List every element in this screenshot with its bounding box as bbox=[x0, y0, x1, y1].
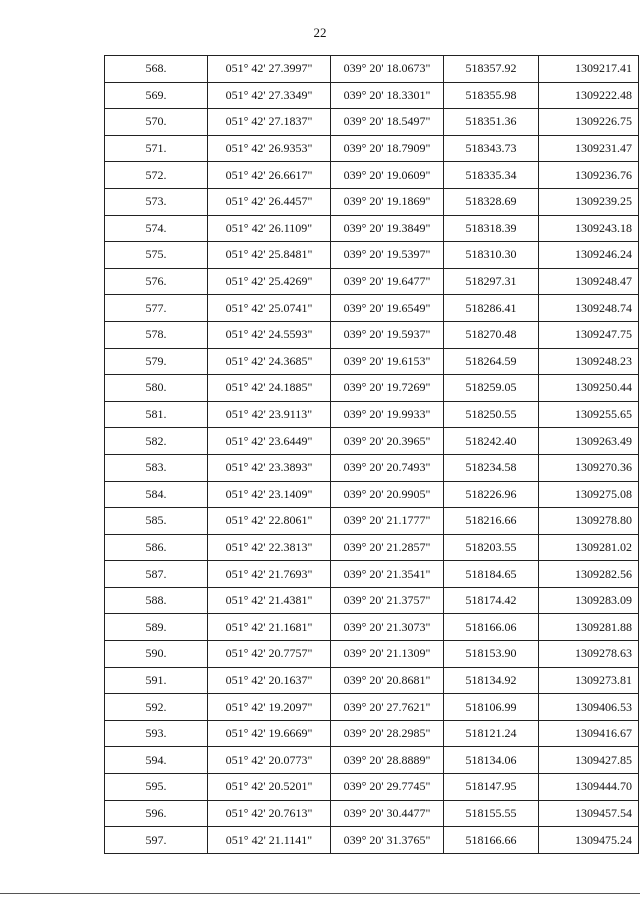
point-number-cell: 584. bbox=[105, 481, 208, 508]
x-coordinate-cell: 518234.58 bbox=[444, 454, 539, 481]
x-coordinate-cell: 518134.06 bbox=[444, 747, 539, 774]
y-coordinate-cell: 1309278.63 bbox=[539, 641, 639, 668]
latitude-cell: 051° 42' 24.5593" bbox=[208, 321, 331, 348]
table-row bbox=[105, 375, 639, 402]
table-row bbox=[105, 109, 639, 136]
y-coordinate-cell: 1309427.85 bbox=[539, 747, 639, 774]
table-row bbox=[105, 401, 639, 428]
table-row bbox=[105, 481, 639, 508]
latitude-cell: 051° 42' 27.3997" bbox=[208, 56, 331, 83]
longitude-cell: 039° 20' 19.0609" bbox=[331, 162, 444, 189]
table-row bbox=[105, 614, 639, 641]
longitude-cell: 039° 20' 18.7909" bbox=[331, 135, 444, 162]
y-coordinate-cell: 1309222.48 bbox=[539, 82, 639, 109]
latitude-cell: 051° 42' 21.4381" bbox=[208, 587, 331, 614]
x-coordinate-cell: 518166.06 bbox=[444, 614, 539, 641]
x-coordinate-cell: 518203.55 bbox=[444, 534, 539, 561]
point-number-cell: 589. bbox=[105, 614, 208, 641]
point-number-cell: 590. bbox=[105, 641, 208, 668]
longitude-cell: 039° 20' 18.0673" bbox=[331, 56, 444, 83]
y-coordinate-cell: 1309239.25 bbox=[539, 188, 639, 215]
latitude-cell: 051° 42' 24.3685" bbox=[208, 348, 331, 375]
latitude-cell: 051° 42' 25.0741" bbox=[208, 295, 331, 322]
longitude-cell: 039° 20' 19.6477" bbox=[331, 268, 444, 295]
table-row bbox=[105, 215, 639, 242]
longitude-cell: 039° 20' 28.8889" bbox=[331, 747, 444, 774]
latitude-cell: 051° 42' 25.8481" bbox=[208, 242, 331, 269]
x-coordinate-cell: 518134.92 bbox=[444, 667, 539, 694]
y-coordinate-cell: 1309243.18 bbox=[539, 215, 639, 242]
table-row bbox=[105, 641, 639, 668]
point-number-cell: 575. bbox=[105, 242, 208, 269]
longitude-cell: 039° 20' 20.9905" bbox=[331, 481, 444, 508]
x-coordinate-cell: 518351.36 bbox=[444, 109, 539, 136]
y-coordinate-cell: 1309281.88 bbox=[539, 614, 639, 641]
table-row bbox=[105, 508, 639, 535]
x-coordinate-cell: 518310.30 bbox=[444, 242, 539, 269]
x-coordinate-cell: 518270.48 bbox=[444, 321, 539, 348]
latitude-cell: 051° 42' 27.3349" bbox=[208, 82, 331, 109]
y-coordinate-cell: 1309406.53 bbox=[539, 694, 639, 721]
table-row bbox=[105, 454, 639, 481]
table-row bbox=[105, 56, 639, 83]
y-coordinate-cell: 1309283.09 bbox=[539, 587, 639, 614]
x-coordinate-cell: 518259.05 bbox=[444, 375, 539, 402]
longitude-cell: 039° 20' 19.9933" bbox=[331, 401, 444, 428]
longitude-cell: 039° 20' 19.6153" bbox=[331, 348, 444, 375]
point-number-cell: 594. bbox=[105, 747, 208, 774]
table-row bbox=[105, 747, 639, 774]
latitude-cell: 051° 42' 23.9113" bbox=[208, 401, 331, 428]
longitude-cell: 039° 20' 19.6549" bbox=[331, 295, 444, 322]
point-number-cell: 574. bbox=[105, 215, 208, 242]
y-coordinate-cell: 1309416.67 bbox=[539, 720, 639, 747]
point-number-cell: 580. bbox=[105, 375, 208, 402]
latitude-cell: 051° 42' 26.4457" bbox=[208, 188, 331, 215]
table-row bbox=[105, 827, 639, 854]
x-coordinate-cell: 518147.95 bbox=[444, 774, 539, 801]
point-number-cell: 588. bbox=[105, 587, 208, 614]
point-number-cell: 582. bbox=[105, 428, 208, 455]
point-number-cell: 568. bbox=[105, 56, 208, 83]
y-coordinate-cell: 1309278.80 bbox=[539, 508, 639, 535]
y-coordinate-cell: 1309226.75 bbox=[539, 109, 639, 136]
page-number: 22 bbox=[313, 25, 327, 40]
latitude-cell: 051° 42' 21.7693" bbox=[208, 561, 331, 588]
longitude-cell: 039° 20' 29.7745" bbox=[331, 774, 444, 801]
coordinates-table-body bbox=[105, 56, 639, 854]
latitude-cell: 051° 42' 20.0773" bbox=[208, 747, 331, 774]
x-coordinate-cell: 518121.24 bbox=[444, 720, 539, 747]
latitude-cell: 051° 42' 21.1681" bbox=[208, 614, 331, 641]
table-row bbox=[105, 242, 639, 269]
y-coordinate-cell: 1309263.49 bbox=[539, 428, 639, 455]
table-row bbox=[105, 348, 639, 375]
latitude-cell: 051° 42' 20.7757" bbox=[208, 641, 331, 668]
y-coordinate-cell: 1309217.41 bbox=[539, 56, 639, 83]
x-coordinate-cell: 518174.42 bbox=[444, 587, 539, 614]
point-number-cell: 578. bbox=[105, 321, 208, 348]
point-number-cell: 576. bbox=[105, 268, 208, 295]
latitude-cell: 051° 42' 22.3813" bbox=[208, 534, 331, 561]
longitude-cell: 039° 20' 18.3301" bbox=[331, 82, 444, 109]
table-row bbox=[105, 667, 639, 694]
latitude-cell: 051° 42' 20.5201" bbox=[208, 774, 331, 801]
x-coordinate-cell: 518297.31 bbox=[444, 268, 539, 295]
x-coordinate-cell: 518357.92 bbox=[444, 56, 539, 83]
point-number-cell: 592. bbox=[105, 694, 208, 721]
longitude-cell: 039° 20' 21.1309" bbox=[331, 641, 444, 668]
point-number-cell: 569. bbox=[105, 82, 208, 109]
latitude-cell: 051° 42' 23.1409" bbox=[208, 481, 331, 508]
x-coordinate-cell: 518153.90 bbox=[444, 641, 539, 668]
y-coordinate-cell: 1309457.54 bbox=[539, 800, 639, 827]
longitude-cell: 039° 20' 19.7269" bbox=[331, 375, 444, 402]
point-number-cell: 597. bbox=[105, 827, 208, 854]
y-coordinate-cell: 1309231.47 bbox=[539, 135, 639, 162]
table-row bbox=[105, 800, 639, 827]
y-coordinate-cell: 1309270.36 bbox=[539, 454, 639, 481]
latitude-cell: 051° 42' 19.2097" bbox=[208, 694, 331, 721]
latitude-cell: 051° 42' 23.6449" bbox=[208, 428, 331, 455]
table-row bbox=[105, 720, 639, 747]
latitude-cell: 051° 42' 26.1109" bbox=[208, 215, 331, 242]
y-coordinate-cell: 1309275.08 bbox=[539, 481, 639, 508]
longitude-cell: 039° 20' 27.7621" bbox=[331, 694, 444, 721]
longitude-cell: 039° 20' 28.2985" bbox=[331, 720, 444, 747]
y-coordinate-cell: 1309236.76 bbox=[539, 162, 639, 189]
latitude-cell: 051° 42' 26.6617" bbox=[208, 162, 331, 189]
y-coordinate-cell: 1309246.24 bbox=[539, 242, 639, 269]
y-coordinate-cell: 1309273.81 bbox=[539, 667, 639, 694]
point-number-cell: 596. bbox=[105, 800, 208, 827]
x-coordinate-cell: 518184.65 bbox=[444, 561, 539, 588]
y-coordinate-cell: 1309248.23 bbox=[539, 348, 639, 375]
y-coordinate-cell: 1309444.70 bbox=[539, 774, 639, 801]
x-coordinate-cell: 518264.59 bbox=[444, 348, 539, 375]
point-number-cell: 577. bbox=[105, 295, 208, 322]
latitude-cell: 051° 42' 20.1637" bbox=[208, 667, 331, 694]
table-row bbox=[105, 587, 639, 614]
table-row bbox=[105, 135, 639, 162]
latitude-cell: 051° 42' 24.1885" bbox=[208, 375, 331, 402]
point-number-cell: 585. bbox=[105, 508, 208, 535]
table-row bbox=[105, 428, 639, 455]
point-number-cell: 570. bbox=[105, 109, 208, 136]
y-coordinate-cell: 1309247.75 bbox=[539, 321, 639, 348]
table-row bbox=[105, 561, 639, 588]
y-coordinate-cell: 1309248.74 bbox=[539, 295, 639, 322]
x-coordinate-cell: 518155.55 bbox=[444, 800, 539, 827]
longitude-cell: 039° 20' 21.3757" bbox=[331, 587, 444, 614]
point-number-cell: 595. bbox=[105, 774, 208, 801]
x-coordinate-cell: 518106.99 bbox=[444, 694, 539, 721]
longitude-cell: 039° 20' 19.1869" bbox=[331, 188, 444, 215]
table-row bbox=[105, 268, 639, 295]
table-row bbox=[105, 321, 639, 348]
x-coordinate-cell: 518242.40 bbox=[444, 428, 539, 455]
longitude-cell: 039° 20' 20.7493" bbox=[331, 454, 444, 481]
longitude-cell: 039° 20' 19.5397" bbox=[331, 242, 444, 269]
table-row bbox=[105, 82, 639, 109]
x-coordinate-cell: 518250.55 bbox=[444, 401, 539, 428]
y-coordinate-cell: 1309255.65 bbox=[539, 401, 639, 428]
table-row bbox=[105, 774, 639, 801]
latitude-cell: 051° 42' 25.4269" bbox=[208, 268, 331, 295]
point-number-cell: 593. bbox=[105, 720, 208, 747]
latitude-cell: 051° 42' 23.3893" bbox=[208, 454, 331, 481]
point-number-cell: 572. bbox=[105, 162, 208, 189]
x-coordinate-cell: 518216.66 bbox=[444, 508, 539, 535]
longitude-cell: 039° 20' 31.3765" bbox=[331, 827, 444, 854]
x-coordinate-cell: 518335.34 bbox=[444, 162, 539, 189]
y-coordinate-cell: 1309475.24 bbox=[539, 827, 639, 854]
latitude-cell: 051° 42' 27.1837" bbox=[208, 109, 331, 136]
y-coordinate-cell: 1309282.56 bbox=[539, 561, 639, 588]
point-number-cell: 579. bbox=[105, 348, 208, 375]
longitude-cell: 039° 20' 20.3965" bbox=[331, 428, 444, 455]
point-number-cell: 586. bbox=[105, 534, 208, 561]
x-coordinate-cell: 518226.96 bbox=[444, 481, 539, 508]
y-coordinate-cell: 1309248.47 bbox=[539, 268, 639, 295]
x-coordinate-cell: 518328.69 bbox=[444, 188, 539, 215]
longitude-cell: 039° 20' 19.5937" bbox=[331, 321, 444, 348]
longitude-cell: 039° 20' 19.3849" bbox=[331, 215, 444, 242]
x-coordinate-cell: 518286.41 bbox=[444, 295, 539, 322]
table-row bbox=[105, 188, 639, 215]
y-coordinate-cell: 1309281.02 bbox=[539, 534, 639, 561]
longitude-cell: 039° 20' 21.1777" bbox=[331, 508, 444, 535]
point-number-cell: 587. bbox=[105, 561, 208, 588]
longitude-cell: 039° 20' 21.3541" bbox=[331, 561, 444, 588]
point-number-cell: 581. bbox=[105, 401, 208, 428]
latitude-cell: 051° 42' 26.9353" bbox=[208, 135, 331, 162]
table-row bbox=[105, 694, 639, 721]
longitude-cell: 039° 20' 21.3073" bbox=[331, 614, 444, 641]
coordinates-table bbox=[104, 55, 639, 854]
page-bottom-rule bbox=[0, 893, 640, 894]
x-coordinate-cell: 518318.39 bbox=[444, 215, 539, 242]
x-coordinate-cell: 518166.66 bbox=[444, 827, 539, 854]
table-row bbox=[105, 534, 639, 561]
longitude-cell: 039° 20' 30.4477" bbox=[331, 800, 444, 827]
x-coordinate-cell: 518355.98 bbox=[444, 82, 539, 109]
longitude-cell: 039° 20' 21.2857" bbox=[331, 534, 444, 561]
x-coordinate-cell: 518343.73 bbox=[444, 135, 539, 162]
latitude-cell: 051° 42' 22.8061" bbox=[208, 508, 331, 535]
latitude-cell: 051° 42' 20.7613" bbox=[208, 800, 331, 827]
table-row bbox=[105, 295, 639, 322]
latitude-cell: 051° 42' 21.1141" bbox=[208, 827, 331, 854]
table-row bbox=[105, 162, 639, 189]
point-number-cell: 571. bbox=[105, 135, 208, 162]
longitude-cell: 039° 20' 18.5497" bbox=[331, 109, 444, 136]
point-number-cell: 591. bbox=[105, 667, 208, 694]
point-number-cell: 583. bbox=[105, 454, 208, 481]
longitude-cell: 039° 20' 20.8681" bbox=[331, 667, 444, 694]
y-coordinate-cell: 1309250.44 bbox=[539, 375, 639, 402]
point-number-cell: 573. bbox=[105, 188, 208, 215]
latitude-cell: 051° 42' 19.6669" bbox=[208, 720, 331, 747]
